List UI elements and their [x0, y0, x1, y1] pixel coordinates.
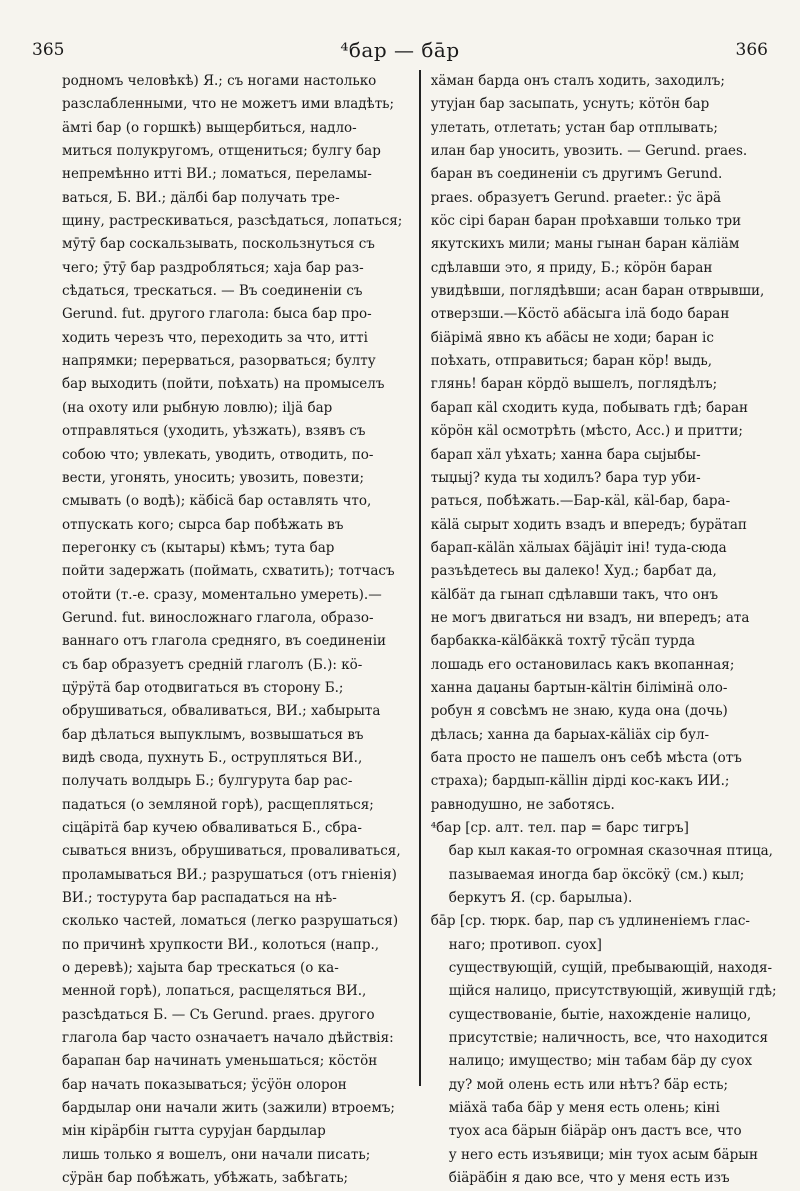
text-line: (на охоту или рыбную ловлю); iljä бар: [62, 399, 333, 416]
text-line: существованіе, бытіе, нахожденіе налицо,: [448, 1006, 752, 1023]
text-line: барапан бар начинать уменьшаться; кӧстӧн: [62, 1053, 378, 1070]
text-line: хäман барда онъ сталъ ходить, заходилъ;: [430, 73, 725, 89]
text-line: у него есть изъявици; мiн туох асым бäрын: [448, 1146, 758, 1163]
text-line: кӧрӧн кäl осмотрѣть (мѣсто, Acc.) и притти;: [430, 423, 743, 440]
text-line: сываться внизъ, обрушиваться, проваливаться,: [62, 843, 401, 860]
text-line: praes. образуетъ Gerund. praeter.: ӱс äрä: [430, 189, 722, 206]
text-line: мiн кiрäрбiн гытта сурујан бардылар: [62, 1123, 326, 1140]
text-line: сiцäрiтä бар кучею обваливаться Б., сбра-: [62, 820, 362, 836]
text-line: беркутъ Я. (ср. барылыа).: [448, 890, 633, 907]
text-line: видѣ свода, пухнуть Б., острупляться ВИ.,: [62, 749, 363, 766]
text-line: смывать (о водѣ); кäбiсä бар оставлять что,: [62, 493, 372, 510]
text-line: присутствіе; наличность, все, что находится: [448, 1030, 768, 1047]
right-column: [421, 70, 778, 1187]
text-line: сӱрäн бар побѣжать, убѣжать, забѣгать;: [62, 1170, 349, 1187]
text-line: сѣдаться, трескаться. — Въ соединенiи съ: [62, 283, 363, 300]
text-line: не могъ двигаться ни взадъ, ни впередъ; ата: [430, 609, 750, 626]
text-line: увидѣвши, поглядѣвши; асан баран отврывши,: [430, 283, 765, 300]
text-line: падаться (о земляной горѣ), расщепляться;: [62, 796, 374, 813]
text-line: лишь только я вошелъ, они начали писать;: [62, 1146, 371, 1163]
text-line: миться полукругомъ, отщениться; булгу бар: [62, 143, 381, 160]
text-line: чего; ӯтӯ бар раздробляться; хаjа бар раз-: [62, 259, 364, 276]
text-line: существующій, сущій, пребывающій, находя-: [448, 960, 773, 977]
text-line: дѣлась; ханна да барыах-кäliäх сiр бул-: [430, 726, 710, 743]
text-line: разъѣдетесь вы далеко! Худ.; барбат да,: [430, 563, 717, 580]
text-line: бiäрäбiн я даю все, что у меня есть изъ: [448, 1170, 730, 1187]
text-line: бiäрiмä явно къ абäсы не ходи; баран iс: [430, 329, 714, 346]
text-line: по причинѣ хрупкости ВИ., колоться (напр.,: [62, 936, 380, 953]
text-line: съ бар образуетъ средній глаголъ (Б.): кӧ-: [62, 656, 363, 673]
text-line: проламываться ВИ.; разрушаться (отъ гніенія): [62, 866, 397, 883]
text-line: ханна даџаны бартын-кälтiн бiлiмiнä оло-: [430, 679, 728, 696]
text-line: Gerund. fut. другого глагола: быса бар про-: [62, 306, 372, 323]
text-line: робун я совсѣмъ не знаю, куда она (дочь): [430, 703, 728, 720]
text-line: щину, растрескиваться, разсѣдаться, лопаться;: [62, 213, 403, 230]
text-line: туох аса бäрын бiäрäр онъ дастъ все, что: [448, 1123, 742, 1140]
text-line: обрушиваться, обваливаться, ВИ.; хабырыта: [62, 703, 381, 720]
page-number-right: 366: [735, 40, 768, 60]
text-line: щійся налицо, присутствующій, живущій гдѣ;: [448, 983, 777, 1000]
text-line: мӯтӯ бар соскальзывать, поскользнуться съ: [62, 236, 375, 253]
text-line: менной горѣ), лопаться, расщеляться ВИ.,: [62, 983, 367, 1000]
text-line: бар выходить (пойти, поѣхать) на промыселъ: [62, 376, 385, 393]
text-line: илан бар уносить, увозить. — Gerund. praes.: [430, 143, 748, 160]
text-line: получать волдырь Б.; булгурута бар рас-: [62, 773, 353, 790]
text-line: непремѣнно иттi ВИ.; ломаться, переламы-: [62, 166, 372, 183]
text-line: äмтi бар (о горшкѣ) выщербиться, надло-: [62, 119, 357, 136]
text-line: глянь! баран кӧрдӧ вышелъ, поглядѣлъ;: [430, 376, 718, 393]
left-column: [62, 70, 419, 1187]
text-line: вести, угонять, уносить; увозить, повезти;: [62, 469, 365, 486]
text-line: бар кыл какая-то огромная сказочная птица,: [448, 843, 773, 860]
text-line: отпускать кого; сырса бар побѣжать въ: [62, 516, 344, 533]
text-line: ходить черезъ что, переходить за что, иттi: [62, 329, 368, 346]
text-line: пойти задержать (поймать, схватить); тотчасъ: [62, 563, 395, 580]
page-number-left: 365: [32, 40, 65, 60]
text-line: барап-кälän хäлыах бäјäџiт iнi! туда-сюда: [430, 539, 727, 556]
text-line: барап хäл уѣхать; ханна бара сыјыбы-: [430, 446, 701, 463]
text-line: мiäхä таба бäр у меня есть олень; кiнi: [448, 1100, 720, 1117]
text-line: наго; противоп. суох]: [448, 936, 602, 953]
text-line: утујан бар засыпать, уснуть; кӧтӧн бар: [430, 96, 710, 113]
text-line: лошадь его остановилась какъ вкопанная;: [430, 656, 735, 673]
running-title: ⁴бар — бāр: [340, 38, 460, 62]
text-line: отправляться (уходить, уѣзжать), взявъ съ: [62, 423, 366, 440]
text-line: ваться, Б. ВИ.; дäлбi бар получать тре-: [62, 189, 340, 206]
text-line: ⁴бар [ср. алт. тел. пар = барс тигръ]: [430, 820, 689, 836]
text-line: бардылар они начали жить (зажили) втроемъ;: [62, 1100, 395, 1117]
text-line: кälä сырыт ходить взадъ и впередъ; бyрäтап: [430, 516, 747, 533]
text-line: улетать, отлетать; устан бар отплывать;: [430, 119, 718, 136]
text-line: баран въ соединенiи съ другимъ Gerund.: [430, 166, 723, 183]
text-line: страха); бардып-кälliн дiрдi кос-какъ ИИ.;: [430, 773, 730, 790]
text-line: разслабленными, что не можетъ ими владѣть;: [62, 96, 395, 113]
text-line: глагола бар часто означаетъ начало дѣйствія:: [62, 1030, 394, 1047]
text-line: поѣхать, отправиться; баран кӧр! выдь,: [430, 353, 713, 370]
text-line: кӧс сiрi баран баран проѣхавши только три: [430, 213, 742, 230]
text-columns: [62, 70, 778, 1187]
text-line: перегонку съ (кытары) кѣмъ; тута бар: [62, 539, 335, 556]
text-line: Gerund. fut. виносложнаго глагола, образо-: [62, 609, 374, 626]
text-line: ду? мой олень есть или нѣтъ? бäр есть;: [448, 1076, 729, 1093]
text-line: якутскихъ мили; маны гынан баран кäлiäм: [430, 236, 740, 253]
text-line: разсѣдаться Б. — Съ Gerund. praes. другого: [62, 1006, 375, 1023]
text-line: пазываемая иногда бар ӧксӧкӱ (см.) кыл;: [448, 866, 745, 883]
text-line: ваннаго отъ глагола средняго, въ соединенiи: [62, 633, 387, 650]
text-line: кälбäт да гынап сдѣлавши такъ, что онъ: [430, 586, 719, 603]
text-line: бар начать показываться; ӱсӱöн олорон: [62, 1076, 347, 1093]
text-line: тыџыј? куда ты ходилъ? бара тур уби-: [430, 469, 701, 486]
text-line: раться, побѣжать.—Бар-кäl, кäl-бар, бара-: [430, 493, 731, 510]
text-line: сдѣлавши это, я приду, Б.; кӧрӧн баран: [430, 259, 713, 276]
text-line: напрямки; перерваться, разорваться; булту: [62, 353, 376, 370]
text-line: барап кäl сходить куда, побывать гдѣ; баран: [430, 399, 749, 416]
text-line: равнодушно, не заботясь.: [430, 796, 615, 813]
text-line: собою что; увлекать, уводить, отводить, по-: [62, 446, 374, 463]
text-line: отверзши.—Кӧстӧ абäсыга iлä бодо баран: [430, 306, 730, 323]
text-line: бата просто не пашелъ онъ себѣ мѣста (отъ: [430, 749, 742, 766]
text-line: отойти (т.-е. сразу, моментально умереть).—: [62, 586, 382, 603]
page-header: [32, 36, 768, 64]
text-line: о деревѣ); хаjыта бар трескаться (о ка-: [62, 960, 339, 977]
text-line: бар дѣлаться выпуклымъ, возвышаться въ: [62, 726, 364, 743]
text-line: барбакка-кälбäккä тохтӯ тӯсäп турда: [430, 633, 696, 650]
text-line: бāр [ср. тюрк. бар, пар съ удлиненіемъ глас-: [430, 913, 750, 930]
text-line: сколько частей, ломаться (легко разрушаться): [62, 913, 399, 930]
text-line: родномъ человѣкѣ) Я.; съ ногами настолько: [62, 73, 377, 89]
text-line: цӱрӱтä бар отодвигаться въ сторону Б.;: [62, 679, 344, 696]
text-line: налицо; имущество; мiн табам бäр ду суох: [448, 1053, 753, 1070]
text-line: ВИ.; тостурута бар распадаться на нѣ-: [62, 890, 337, 907]
